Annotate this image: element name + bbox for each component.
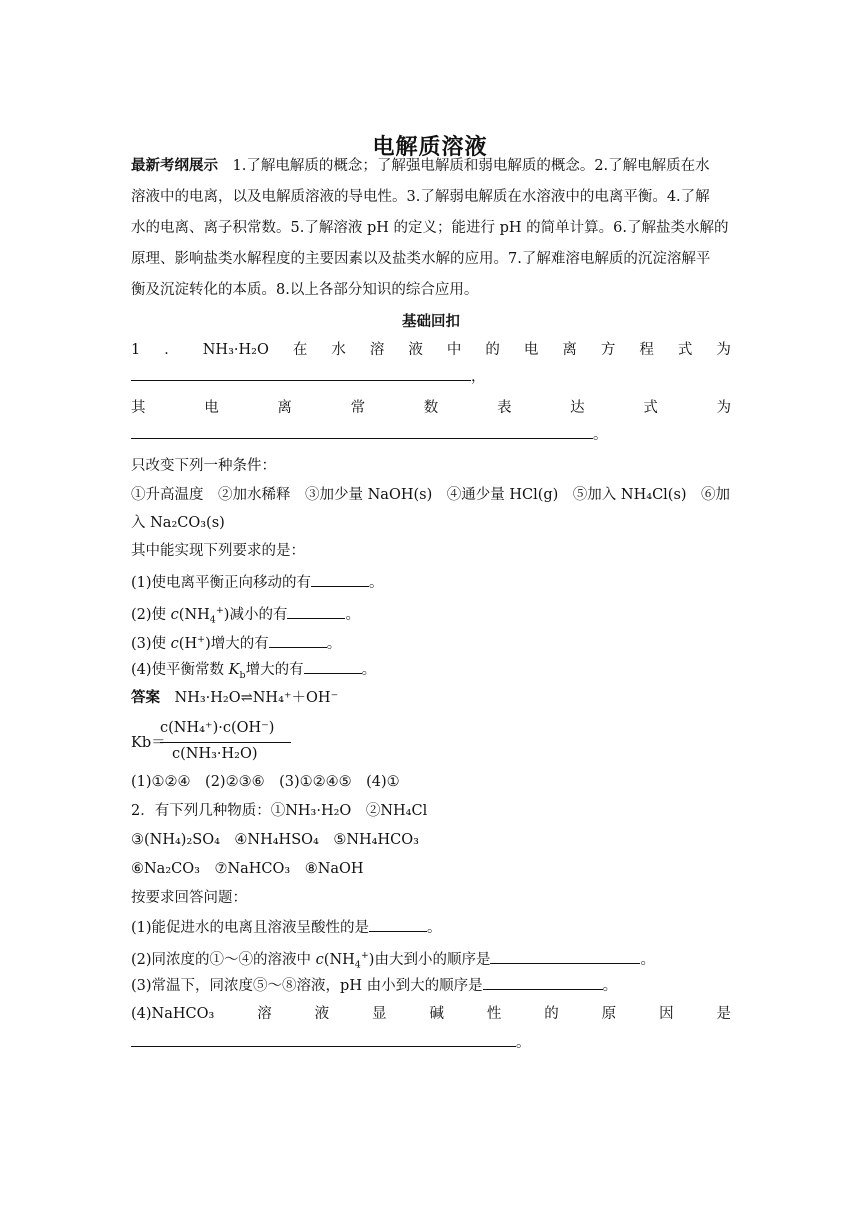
q1-stem2-token: 离 xyxy=(277,400,292,416)
blank-line xyxy=(490,949,640,964)
blank-line xyxy=(369,917,427,932)
q1-answer-blank-1: ， xyxy=(131,366,731,387)
outline-label: 最新考纲展示 xyxy=(131,158,218,174)
q1-stem-token: 在 xyxy=(292,342,308,358)
q2-part-3: (3)常温下，同浓度⑤～⑧溶液，pH 由小到大的顺序是 。 xyxy=(131,975,731,996)
kb-numerator: c(NH₄⁺)·c(OH⁻) xyxy=(160,720,275,736)
blank-line xyxy=(269,633,327,648)
q2-part-1: (1)能促进水的电离且溶液呈酸性的是 。 xyxy=(131,917,731,938)
outline-line-4: 原理、影响盐类水解程度的主要因素以及盐类水解的应用。7.了解难溶电解质的沉淀溶解平 xyxy=(131,251,711,267)
q1-stem-token: 式 xyxy=(677,342,693,358)
q1-stem-token: 程 xyxy=(639,342,654,358)
q2-p4-token: 是 xyxy=(716,1006,731,1022)
q1-req-3: (3)使 c(H+)增大的有 。 xyxy=(131,634,342,652)
q1-stem2-token: 式 xyxy=(643,400,658,416)
outline-line-3: 水的电离、离子积常数。5.了解溶液 pH 的定义；能进行 pH 的简单计算。6.了解盐类水解的 xyxy=(131,220,729,236)
kb-expression xyxy=(131,720,331,768)
blank-line xyxy=(304,659,362,674)
q1-stem2-token: 为 xyxy=(716,400,731,416)
q1-stem-token: 的 xyxy=(485,342,500,358)
q2-p4-token: 因 xyxy=(659,1006,674,1022)
q2-part-2: (2)同浓度的①～④的溶液中 $c(NH_4^+)$由大到小的顺序是 。 xyxy=(131,950,655,971)
q1-stem-token: 中 xyxy=(446,342,462,358)
q1-answer-line xyxy=(131,688,731,708)
q1-requirements-intro: 其中能实现下列要求的是： xyxy=(131,543,305,559)
q1-stem-token: 水 xyxy=(331,342,346,358)
answer-equation: NH₃·H₂O⇌NH₄⁺＋OH⁻ xyxy=(174,690,339,706)
q1-stem2-token: 数 xyxy=(423,400,439,416)
outline-text-1: 1.了解电解质的概念；了解强电解质和弱电解质的概念。2.了解电解质在水 xyxy=(232,158,710,174)
q1-stem-token: 为 xyxy=(716,342,731,358)
q1-stem-token: 方 xyxy=(600,342,616,358)
q1-stem2-token: 常 xyxy=(350,400,366,416)
q2-p4-token: 碱 xyxy=(429,1006,444,1022)
q2-p4-token: 溶 xyxy=(257,1006,272,1022)
q1-req-1: (1)使电离平衡正向移动的有 。 xyxy=(131,572,731,593)
q2-p4-token: 显 xyxy=(372,1006,387,1022)
q2-substances-2: ③(NH₄)₂SO₄ ④NH₄HSO₄ ⑤NH₄HCO₃ xyxy=(131,832,419,848)
q1-conditions-line-2: 入 Na₂CO₃(s) xyxy=(131,515,225,531)
q1-stem-token: ． xyxy=(164,342,179,358)
q1-stem-token: 溶 xyxy=(369,342,385,358)
q2-substances-3: ⑥Na₂CO₃ ⑦NaHCO₃ ⑧NaOH xyxy=(131,861,364,877)
q2-p4-token: 性 xyxy=(486,1006,502,1022)
page-title: 电解质溶液 xyxy=(372,135,488,160)
q1-answer-blank-2: 。 xyxy=(131,424,731,445)
q1-stem-token: 离 xyxy=(562,342,577,358)
outline-line-2: 溶液中的电离，以及电解质溶液的导电性。3.了解弱电解质在水溶液中的电离平衡。4.了解 xyxy=(131,189,710,205)
kb-denominator: c(NH₃·H₂O) xyxy=(172,746,258,762)
fraction-bar xyxy=(160,742,291,743)
q2-p4-token: (4)NaHCO₃ xyxy=(131,1006,215,1022)
blank-line xyxy=(311,572,369,587)
q1-req-2: (2)使 $c(NH_4^+)$减小的有 。 xyxy=(131,605,360,626)
q1-stem2-token: 其 xyxy=(131,400,146,416)
blank-line xyxy=(131,1032,516,1047)
q2-p4-token: 原 xyxy=(601,1006,617,1022)
q1-stem2-token: 表 xyxy=(496,400,512,416)
q2-p4-token: 的 xyxy=(544,1006,559,1022)
q1-stem-token: 1 xyxy=(131,342,141,358)
q1-stem-token: 电 xyxy=(523,342,539,358)
q2-answer-blank-4: 。 xyxy=(131,1032,731,1053)
section-heading: 基础回扣 xyxy=(402,314,460,330)
q1-stem2-token: 达 xyxy=(570,400,585,416)
outline-line-5: 衡及沉淀转化的本质。8.以上各部分知识的综合应用。 xyxy=(131,282,479,298)
q2-stem: 2．有下列几种物质：①NH₃·H₂O ②NH₄Cl xyxy=(131,803,428,819)
blank-line xyxy=(131,424,593,439)
q1-conditions-line-1: ①升高温度 ②加水稀释 ③加少量 NaOH(s) ④通少量 HCl(g) ⑤加入 NH₄Cl(s) ⑥加 xyxy=(131,487,731,503)
kb-lhs: Kb＝ xyxy=(131,735,166,751)
q1-req-4: (4)使平衡常数 $K_b$增大的有 。 xyxy=(131,659,731,686)
outline-line-1 xyxy=(131,156,731,176)
q1-stem xyxy=(131,340,731,360)
q1-stem-2 xyxy=(131,398,731,418)
q2-intro: 按要求回答问题： xyxy=(131,890,247,906)
q1-stem-token: NH₃·H₂O xyxy=(202,342,269,358)
answer-label: 答案 xyxy=(131,690,160,706)
blank-line xyxy=(483,975,603,990)
q2-part-4 xyxy=(131,1004,731,1024)
q2-p4-token: 液 xyxy=(314,1006,330,1022)
q1-stem2-token: 电 xyxy=(204,400,219,416)
blank-line xyxy=(131,366,471,381)
q1-answer-list: (1)①②④ (2)②③⑥ (3)①②④⑤ (4)① xyxy=(131,774,400,790)
q1-conditions-intro: 只改变下列一种条件： xyxy=(131,458,276,474)
blank-line xyxy=(287,604,345,619)
q1-stem-token: 液 xyxy=(408,342,423,358)
